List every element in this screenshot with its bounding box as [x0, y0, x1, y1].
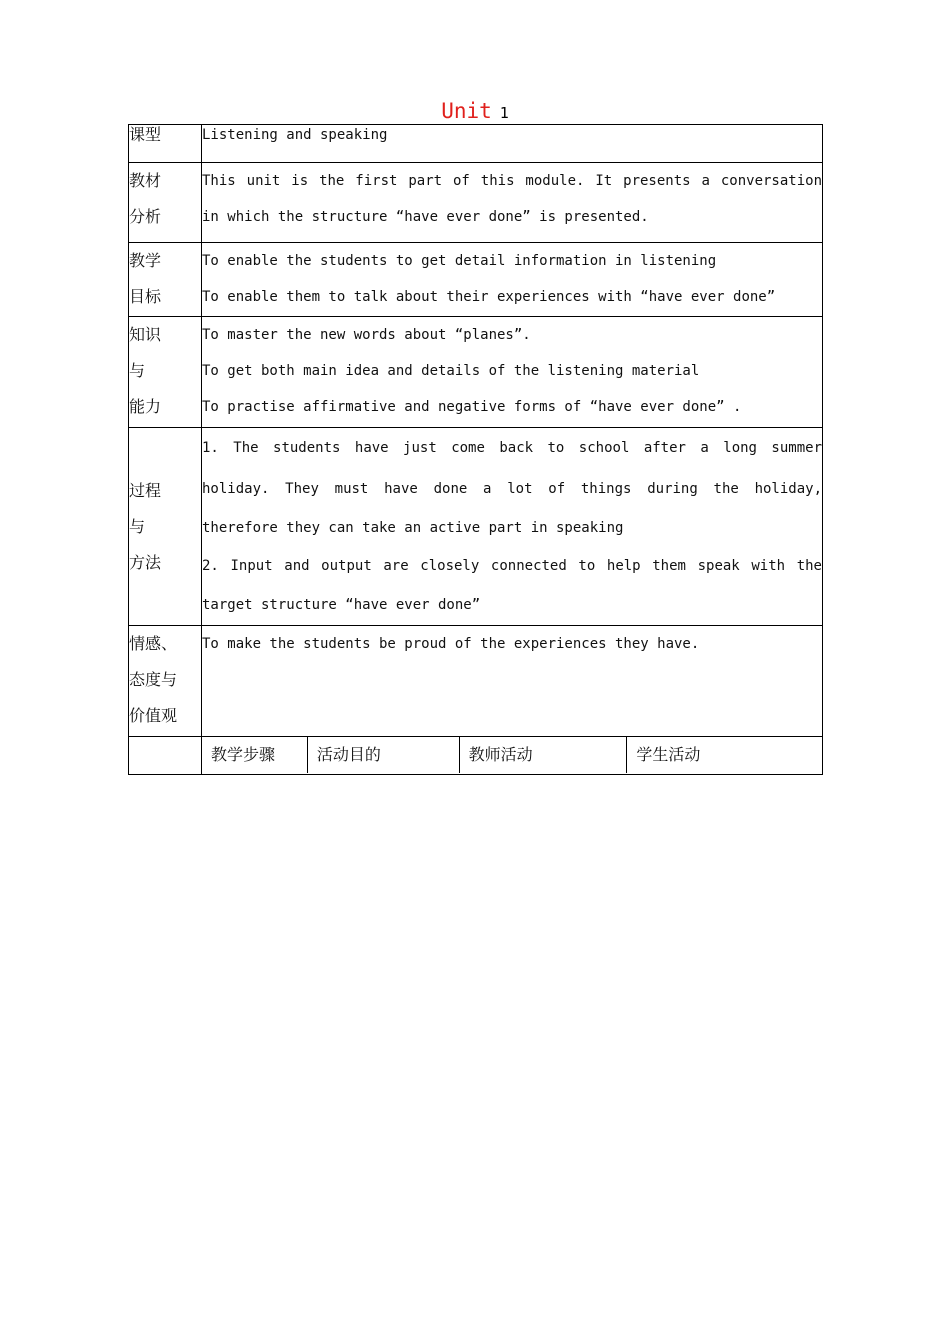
table-row-steps-header [129, 737, 823, 775]
steps-header-columns [202, 737, 822, 773]
row-label-teaching-aims: 教学 目标 [129, 243, 202, 317]
table-row-lesson-type [129, 125, 823, 163]
lesson-plan-table [128, 124, 823, 775]
table-row-knowledge-ability [129, 317, 823, 428]
row-content-lesson-type: Listening and speaking [202, 125, 823, 163]
row-label-emotion-values: 情感、 态度与 价值观 [129, 626, 202, 737]
row-label-knowledge-ability: 知识 与 能力 [129, 317, 202, 428]
table-row-emotion-values [129, 626, 823, 737]
table-row-teaching-aims [129, 243, 823, 317]
row-content-teaching-aims: To enable the students to get detail information in listening To enable them to talk about their experiences with “have ever done” [202, 243, 823, 317]
row-label-lesson-type: 课型 [129, 125, 202, 163]
steps-col-teaching-steps: 教学步骤 [211, 745, 276, 764]
row-label-process-method: 过程 与 方法 [129, 428, 202, 626]
steps-col-student-activity: 学生活动 [626, 737, 822, 773]
row-content-material-analysis: This unit is the first part of this module. It presents a conversation in which the structure “have ever done” is presented. [202, 163, 823, 243]
title-unit-word: Unit [441, 99, 492, 123]
table-row-process-method [129, 428, 823, 626]
row-content-knowledge-ability: To master the new words about “planes”. To get both main idea and details of the listening material To practise affirmative and negative forms of “have ever done” . [202, 317, 823, 428]
steps-header-blank-cell [129, 737, 202, 775]
steps-col-teacher-activity: 教师活动 [459, 737, 627, 773]
steps-header-cell [202, 737, 823, 775]
row-content-process-method: 1. The students have just come back to school after a long summer holiday. They must have done a lot of things during the holiday, therefore they can take an active part in speaking 2. Input and output are closely connected to help them speak with the target structure “have ever done” [202, 428, 823, 626]
title-unit-number: 1 [499, 104, 509, 122]
table-row-material-analysis [129, 163, 823, 243]
page-title [0, 98, 950, 126]
row-content-emotion-values: To make the students be proud of the experiences they have. [202, 626, 823, 737]
row-label-material-analysis: 教材 分析 [129, 163, 202, 243]
steps-col-activity-purpose: 活动目的 [307, 737, 459, 773]
